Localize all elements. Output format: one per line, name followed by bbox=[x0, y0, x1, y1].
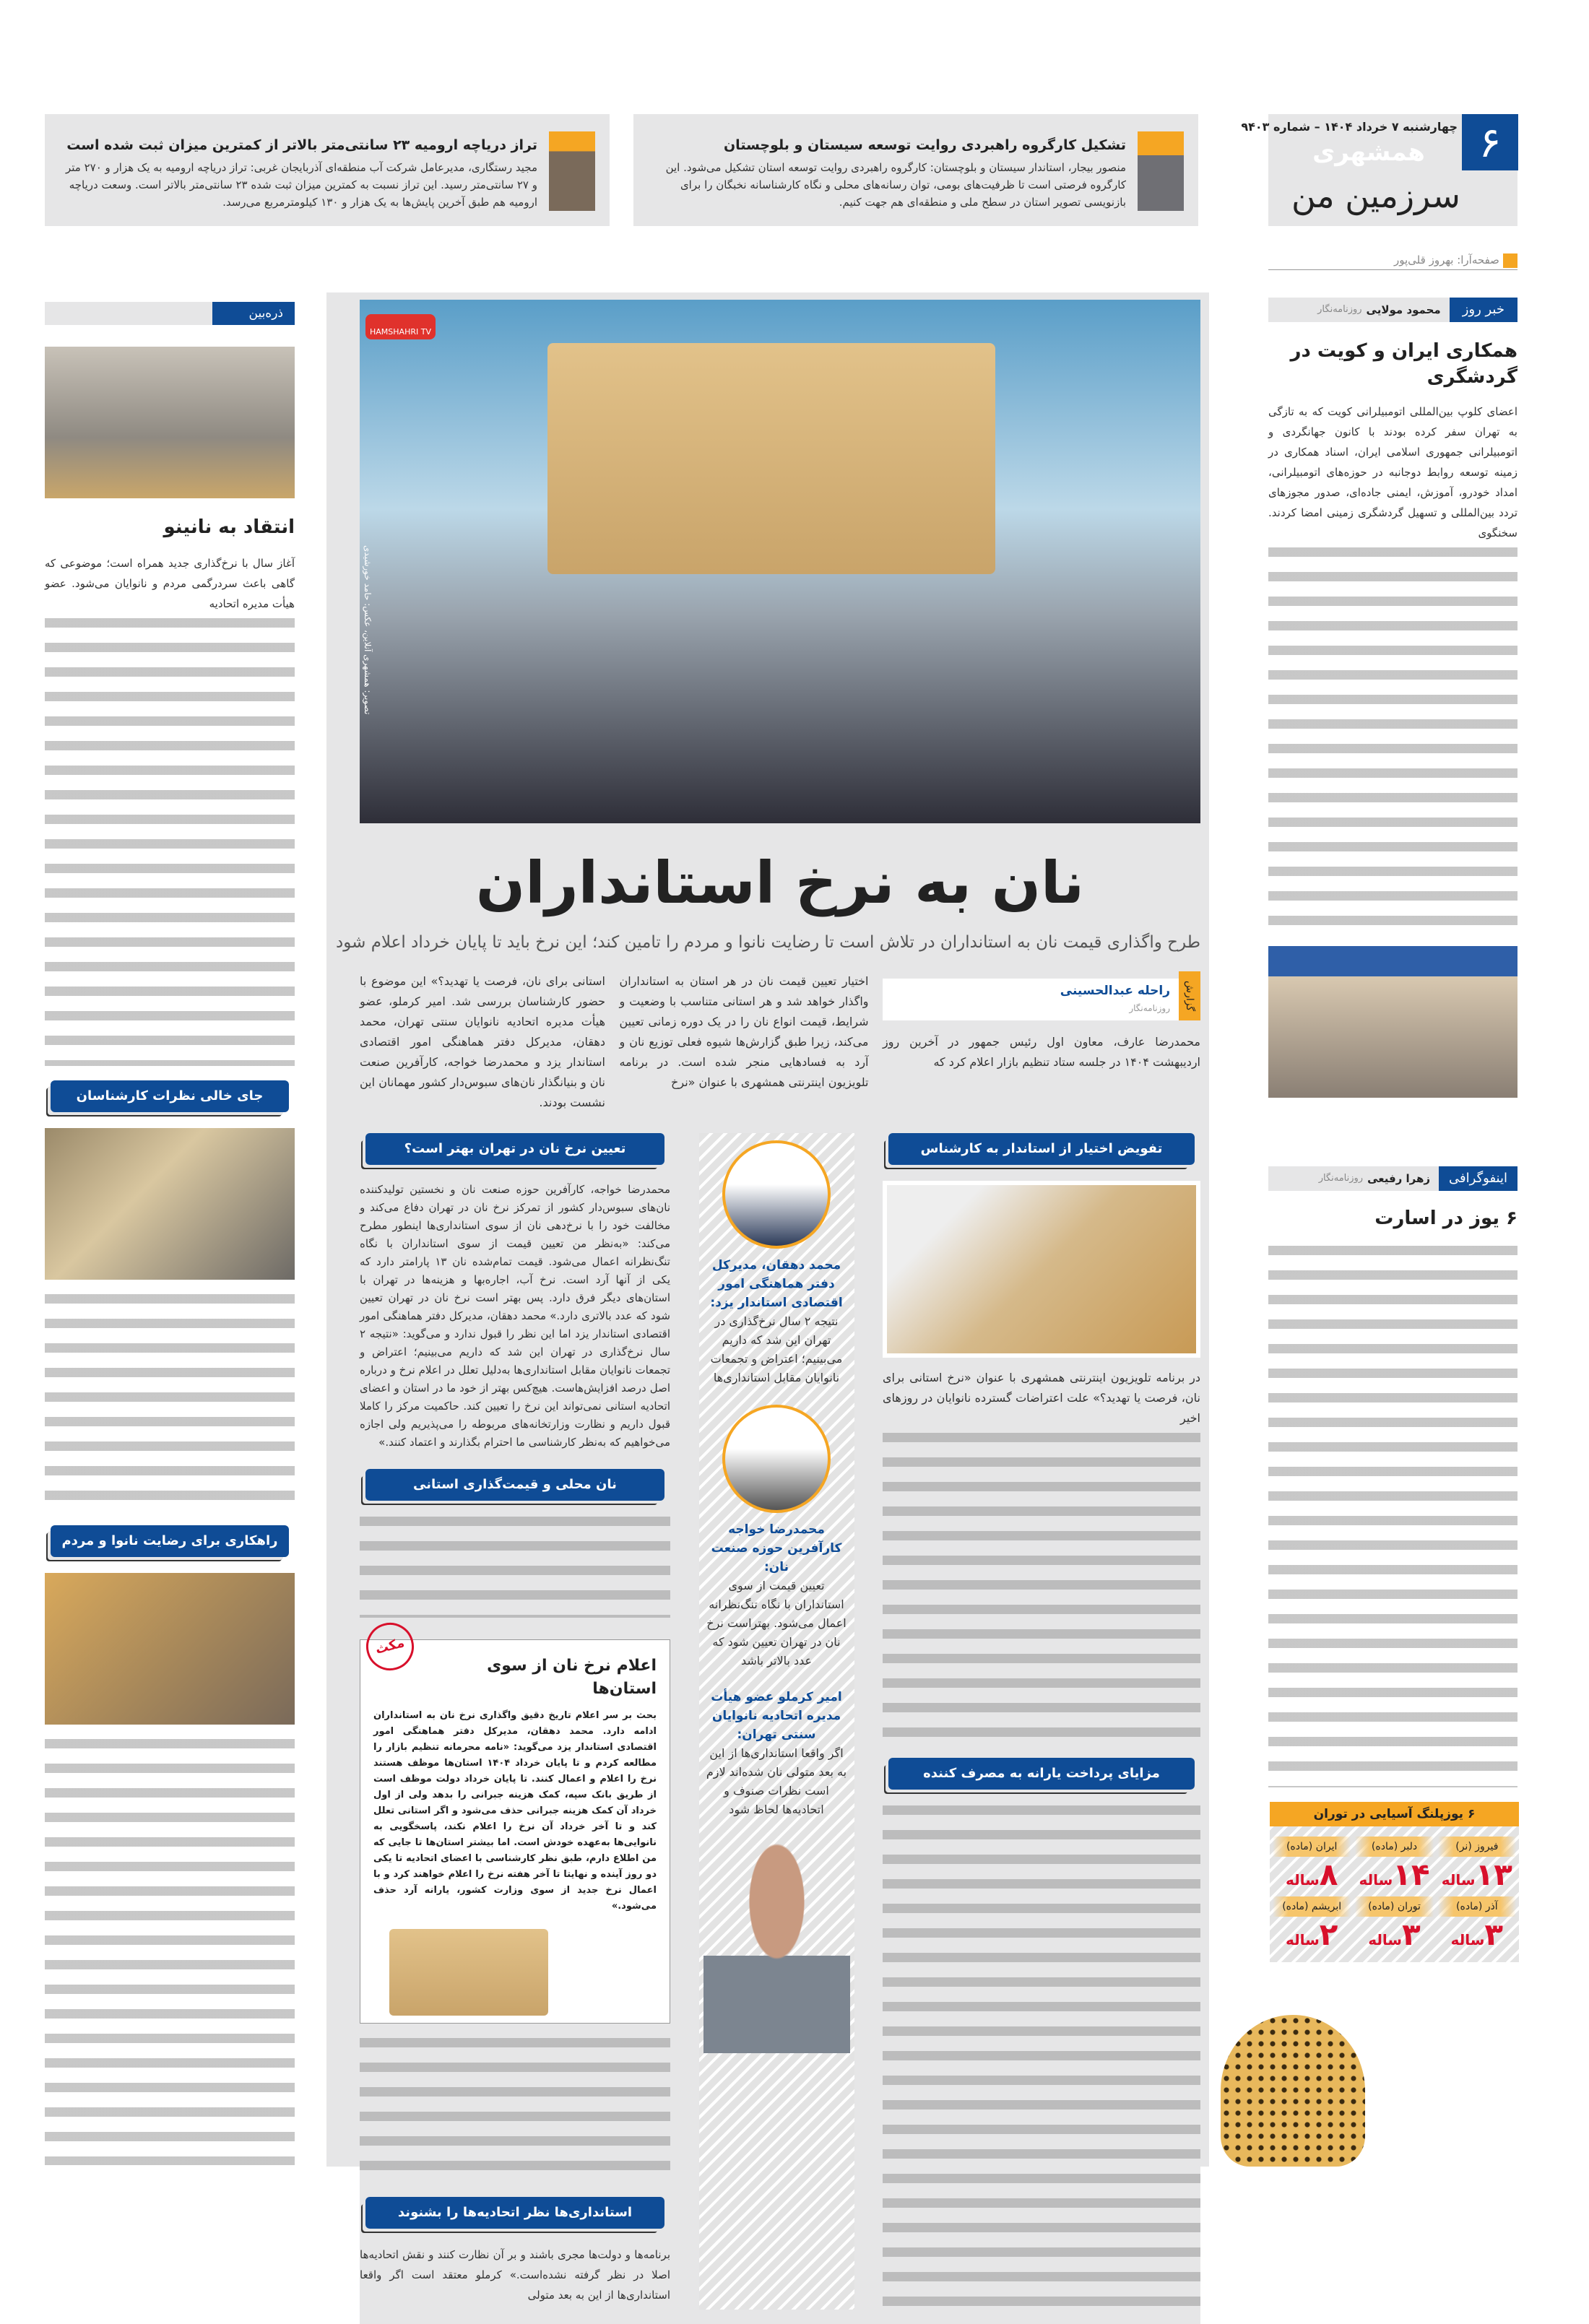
portrait bbox=[1138, 131, 1184, 211]
cheetah-item bbox=[1273, 1896, 1351, 1952]
section-heading: جای خالی نظرات کارشناسان bbox=[51, 1080, 289, 1112]
bread-stack-image bbox=[389, 1929, 548, 2016]
top-news-2 bbox=[45, 114, 610, 226]
kermlou-portrait bbox=[703, 1837, 850, 2053]
infographic-label-bar: اینفوگرافی زهرا رفیعی روزنامه‌نگار bbox=[1268, 1166, 1517, 1191]
tv-logo: HAMSHAHRI TV bbox=[365, 314, 436, 339]
top-news-headline[interactable]: تشکیل کارگروه راهبردی روایت توسعه سیستان و بلوچستان bbox=[723, 137, 1126, 153]
main-left-column bbox=[360, 1133, 670, 2310]
ceremony-photo bbox=[1268, 946, 1517, 1098]
bread-card-photo bbox=[45, 1573, 295, 1725]
cheetah-age-unit: ساله bbox=[1285, 1931, 1320, 1948]
cheetah-age-number: ۳ bbox=[1402, 1917, 1421, 1952]
left-body-3 bbox=[45, 1739, 295, 2165]
lower-columns bbox=[360, 1133, 1200, 2324]
cheetah-age bbox=[1438, 1917, 1516, 1952]
right-column bbox=[1268, 298, 1517, 1098]
cheetah-item bbox=[1438, 1837, 1516, 1892]
cheetah-age bbox=[1438, 1857, 1516, 1892]
cheetah-age-number: ۳ bbox=[1484, 1917, 1504, 1952]
hero-photo bbox=[360, 300, 1200, 823]
cheetah-name: ابریشم (ماده) bbox=[1273, 1896, 1351, 1917]
section-heading: تفویض اختیار از استاندار به کارشناس bbox=[888, 1133, 1195, 1165]
section-body-continued bbox=[883, 1433, 1200, 1743]
cheetah-age-unit: ساله bbox=[1450, 1931, 1485, 1948]
cheetah-age-number: ۱۳ bbox=[1475, 1857, 1512, 1892]
quote-text: اگر واقعا استانداری‌ها از این به بعد متولی نان شده‌اند لازم است نظرات صنوف و اتحادیه‌ها لحاظ شود bbox=[706, 1746, 847, 1816]
cheetah-name: آذر (ماده) bbox=[1438, 1896, 1516, 1917]
quote-speaker: محمدرضا خواجه کارآفرین حوزه صنعت نان: bbox=[711, 1522, 842, 1574]
box-title[interactable]: اعلام نرخ نان از سوی استان‌ها bbox=[487, 1657, 657, 1698]
cheetah-age bbox=[1355, 1917, 1433, 1952]
lead-col-1: محمدرضا عارف، معاون اول رئیس جمهور در آخرین روز اردیبهشت ۱۴۰۴ در جلسه ستاد تنظیم بازار اعلام کرد که bbox=[883, 1035, 1200, 1069]
cheetah-name: ایران (ماده) bbox=[1273, 1837, 1351, 1857]
cheetah-age-unit: ساله bbox=[1368, 1931, 1403, 1948]
section-body: در برنامه تلویزیون اینترنتی همشهری با عنوان «نرخ استانی برای نان، فرصت یا تهدید؟» علت اعتراضات گسترده نانوایان در روزهای اخیر bbox=[883, 1371, 1200, 1425]
cheetah-age-number: ۸ bbox=[1319, 1857, 1338, 1892]
section-body: محمدرضا خواجه، کارآفرین حوزه صنعت نان و نخستین تولیدکننده نان‌های سبوس‌دار کشور از تمرکز نرخ نان در تهران دفاع می‌کند و مخالفت خود را با نرخ‌دهی نان از سوی استانداری‌ها اینطور مطرح می‌کند: «به‌نظر من تعیین قیمت از سوی استانداران با نگاه تنگ‌نظرانه اعمال می‌شود. قیمت تمام‌شده نان ۱۳ پارامتر دارد که یکی از آنها آرد است. نرخ آب، اجاره‌بها و هزینه‌ها در تهران با استان‌های دیگر فرق دارد. پس بهتر است نرخ نان در تهران تعیین شود که عدد بالاتری دارد.» محمد دهقان، مدیرکل دفتر هماهنگی امور اقتصادی استاندار یزد اما این نظر را قبول ندارد و می‌گوید: «نتیجه ۲ سال نرخ‌گذاری در تهران این شد که داریم می‌بینیم؛ اعتراض و تجمعات نانوایان مقابل استانداری‌ها به‌دلیل تعلل در اعلام نرخ و درباره اصل درصد افزایش‌هاست. هیچ‌کس بهتر از خود ما در استان و اعضای اتحادیه استانی نمی‌تواند این نرخ را تعیین کند. حاکمیت مرکز را کاملا قبول داریم و نظارت وزارتخانه‌های مربوطه را می‌پذیریم ولی اجازه می‌خواهیم که به‌نظر کارشناسی ما احترام بگذارند و اعتماد کنند.» bbox=[360, 1183, 670, 1449]
lead-row bbox=[360, 971, 1200, 1113]
paper-name-watermark: همشهری bbox=[1312, 138, 1425, 167]
left-label-bar: ذره‌بین bbox=[45, 302, 295, 325]
cheetah-item bbox=[1355, 1896, 1433, 1952]
page-number: ۶ bbox=[1462, 114, 1518, 170]
section-body-subsidy bbox=[883, 1805, 1200, 2310]
khabar-rooz-body: اعضای کلوپ بین‌المللی اتومبیلرانی کویت که به تازگی به تهران سفر کرده بودند با کانون جهانگردی و اتومبیلرانی جمهوری اسلامی ایران، اسناد همکاری در زمینه توسعه روابط دوجانبه در حوزه‌های اتومبیلرانی، امداد خودرو، آموزش، ایمنی جاده‌ای، صدور مجوزهای تردد بین‌المللی و تسهیل گردشگری زمینی امضا کردند. سخنگوی bbox=[1268, 405, 1517, 539]
top-news-1 bbox=[633, 114, 1198, 226]
quote-text: نتیجه ۲ سال نرخ‌گذاری در تهران این شد که داریم می‌بینیم؛ اعتراض و تجمعات نانوایان مقابل استانداری‌ها bbox=[710, 1314, 843, 1384]
cheetah-age bbox=[1273, 1917, 1351, 1952]
info-box bbox=[360, 1635, 670, 2024]
left-body-2 bbox=[45, 1294, 295, 1511]
cheetah-name: توران (ماده) bbox=[1355, 1896, 1433, 1917]
layout-credit: صفحه‌آرا: بهروز قلی‌پور bbox=[1268, 253, 1517, 270]
left-body: آغاز سال با نرخ‌گذاری جدید همراه است؛ موضوعی که گاهی باعث سردرگمی مردم و نانوایان می‌شود. عضو هیأت مدیره اتحادیه bbox=[45, 557, 295, 610]
lead-col-3: استانی برای نان، فرصت یا تهدید؟» این موضوع با حضور کارشناسان بررسی شد. امیر کرملو، عضو هیأت مدیره اتحادیه نانوایان سنتی تهران، محمد دهقان، مدیرکل دفتر هماهنگی امور اقتصادی استاندار یزد و محمدرضا خواجه، کارآفرین صنعت نان و بنیانگذار نان‌های سبوس‌دار کشور مهمانان این نشست بودند. bbox=[360, 974, 605, 1109]
quote-portrait bbox=[722, 1405, 831, 1513]
bullet-icon bbox=[1503, 253, 1517, 268]
section-body-local-bread bbox=[360, 1517, 670, 1618]
top-news-body: منصور بیجار، استاندار سیستان و بلوچستان: کارگروه راهبردی روایت توسعه استان تشکیل می‌شود. این کارگروه فرصتی است تا ظرفیت‌های بومی، توان رسانه‌های محلی و نگاه کارشناسانه نخبگان را برای بازنویسی تصویر استان در سطح ملی و منطقه‌ای هم جهت کنیم. bbox=[665, 161, 1126, 209]
khabar-rooz-body-continued bbox=[1268, 547, 1517, 932]
cheetah-age bbox=[1273, 1857, 1351, 1892]
cheetah-age bbox=[1355, 1857, 1433, 1892]
infographic-column bbox=[1268, 1166, 1517, 1787]
section-heading: نان محلی و قیمت‌گذاری استانی bbox=[365, 1469, 664, 1501]
cheetah-age-unit: ساله bbox=[1359, 1871, 1393, 1889]
issue-date: چهارشنبه ۷ خرداد ۱۴۰۴ – شماره ۹۴۰۳ bbox=[1241, 120, 1458, 134]
section-body: برنامه‌ها و دولت‌ها مجری باشند و بر آن نظارت کنند و نقش اتحادیه‌ها اصلا در نظر گرفته نشده‌است.» کرملو معتقد است اگر واقعا استانداری‌ها از این به بعد متولی bbox=[360, 2248, 670, 2302]
infographic-body bbox=[1268, 1246, 1517, 1787]
top-news-body: مجید رستگاری، مدیرعامل شرکت آب منطقه‌ای آذربایجان غربی: تراز دریاچه ارومیه به یک هزار و ۲۷۰ متر و ۲۷ سانتی‌متر رسید. این تراز نسبت به کمترین میزان ثبت شده ۲۳ سانتی‌متر بالاتر است. وسعت دریاچه ارومیه هم طبق آخرین پایش‌ها به یک هزار و ۱۳۰ کیلومترمربع می‌رسد. bbox=[65, 161, 537, 209]
bread-purchase-photo bbox=[883, 1181, 1200, 1358]
cheetah-age-number: ۲ bbox=[1319, 1917, 1338, 1952]
main-subheadline: طرح واگذاری قیمت نان به استانداران در تلاش است تا رضایت نانوا و مردم را تامین کند؛ این نرخ باید تا پایان خرداد اعلام شود bbox=[336, 933, 1200, 952]
bakery-photo bbox=[45, 347, 295, 498]
quotes-column bbox=[699, 1133, 854, 2310]
main-headline[interactable]: نان به نرخ استانداران bbox=[475, 849, 1085, 916]
photo-credit: تصویر: همشهری آنلاین، عکس: حامد خورشیدی bbox=[363, 545, 373, 715]
cheetah-age-unit: ساله bbox=[1285, 1871, 1320, 1889]
top-news-headline[interactable]: تراز دریاچه ارومیه ۲۳ سانتی‌متر بالاتر از کمترین میزان ثبت شده است bbox=[66, 137, 537, 153]
section-body-box-follow bbox=[360, 2038, 670, 2182]
bread-stack-image bbox=[547, 343, 995, 574]
section-heading: راهکاری برای رضایت نانوا و مردم bbox=[51, 1525, 289, 1557]
left-headline[interactable]: انتقاد به نانینو bbox=[163, 516, 295, 538]
quote-portrait bbox=[722, 1140, 831, 1249]
box-body: بحث بر سر اعلام تاریخ دقیق واگذاری نرخ نان به استانداران ادامه دارد. محمد دهقان، مدیرکل دفتر هماهنگی امور اقتصادی استاندار یزد می‌گوید: «نامه محرمانه تنظیم بازار را مطالعه کردم و تا پایان خرداد ۱۴۰۴ استان‌ها موظف هستند نرخ را اعلام و اعمال کنند. تا پایان خرداد دولت موظف است از طریق بانک سپه، کمک هزینه جبرانی را بدهد ولی از اول خرداد آن کمک هزینه جبرانی حذف می‌شود و اگر استانی تعلل کند و تا آخر خرداد آن نرخ را اعلام نکند، پاسخگویی به نانوایی‌ها به‌عهده خودش است. اما بیشتر استان‌ها تا جایی که من اطلاع دارم، طبق نظر کارشناسی با اعضای اتحادیه تا یکی دو روز آینده و نهایتا تا آخر هفته نرخ را اعلام خواهند کرد و با اعمال نرخ جدید از سوی وزارت کشور، یارانه آرد حذف می‌شود.» bbox=[373, 1710, 657, 1912]
cheetah-box bbox=[1270, 1802, 1519, 1962]
cheetah-item bbox=[1438, 1896, 1516, 1952]
main-article-body bbox=[360, 971, 1200, 2324]
quote-speaker: امیر کرملو عضو هیأت مدیره اتحادیه نانوایان سنتی تهران: bbox=[711, 1690, 842, 1742]
cheetah-age-unit: ساله bbox=[1441, 1871, 1476, 1889]
cheetah-item bbox=[1273, 1837, 1351, 1892]
left-body-continued bbox=[45, 618, 295, 1066]
quote-text: تعیین قیمت از سوی استانداران با نگاه تنگ‌نظرانه اعمال می‌شود. بهتراست نرخ نان در تهران تعیین شود که عدد بالاتر باشد bbox=[706, 1579, 847, 1668]
left-column bbox=[45, 302, 295, 2165]
bakery-photo-2 bbox=[45, 1128, 295, 1280]
lead-col-2: اختیار تعیین قیمت نان در هر استان به استانداران واگذار خواهد شد و هر استانی متناسب با وضعیت و شرایط، قیمت انواع نان را در یک دوره زمانی تعیین می‌کند، زیرا طبق گزارش‌ها شیوه فعلی توزیع نان و آرد به فسادهایی منجر شده است. در برنامه تلویزیون اینترنتی همشهری با عنوان «نرخ bbox=[619, 974, 869, 1089]
cheetah-name: دلبر (ماده) bbox=[1355, 1837, 1433, 1857]
khabar-rooz-headline[interactable]: همکاری ایران و کویت در گردشگری bbox=[1290, 340, 1517, 388]
cheetah-grid bbox=[1270, 1826, 1519, 1962]
cheetah-box-title: ۶ یوزپلنگ آسیایی در توران bbox=[1270, 1802, 1519, 1826]
infographic-headline[interactable]: ۶ یوز در اسارت bbox=[1374, 1207, 1517, 1229]
stamp: مکث bbox=[361, 1618, 420, 1676]
cheetah-item bbox=[1355, 1837, 1433, 1892]
khabar-rooz-label-bar: خبر روز محمود مولایی روزنامه‌نگار bbox=[1268, 298, 1517, 322]
cheetah-age-number: ۱۴ bbox=[1393, 1857, 1430, 1892]
quote-speaker: محمد دهقان، مدیرکل دفتر هماهنگی امور اقتصادی استاندار یزد: bbox=[710, 1258, 843, 1310]
section-heading: تعیین نرخ نان در تهران بهتر است؟ bbox=[365, 1133, 664, 1165]
section-logo: سرزمین من bbox=[1291, 176, 1460, 215]
section-heading: مزایای پرداخت یارانه به مصرف کننده bbox=[888, 1758, 1195, 1790]
portrait bbox=[549, 131, 595, 211]
main-right-column bbox=[883, 1133, 1200, 2310]
cheetah-illustration bbox=[1221, 2015, 1365, 2167]
cheetah-name: فیروز (نر) bbox=[1438, 1837, 1516, 1857]
section-heading: استانداری‌ها نظر اتحادیه‌ها را بشنوند bbox=[365, 2197, 664, 2229]
lead-right bbox=[883, 971, 1200, 1072]
byline: گزارش راحله عبدالحسینی روزنامه‌نگار bbox=[883, 979, 1200, 1020]
